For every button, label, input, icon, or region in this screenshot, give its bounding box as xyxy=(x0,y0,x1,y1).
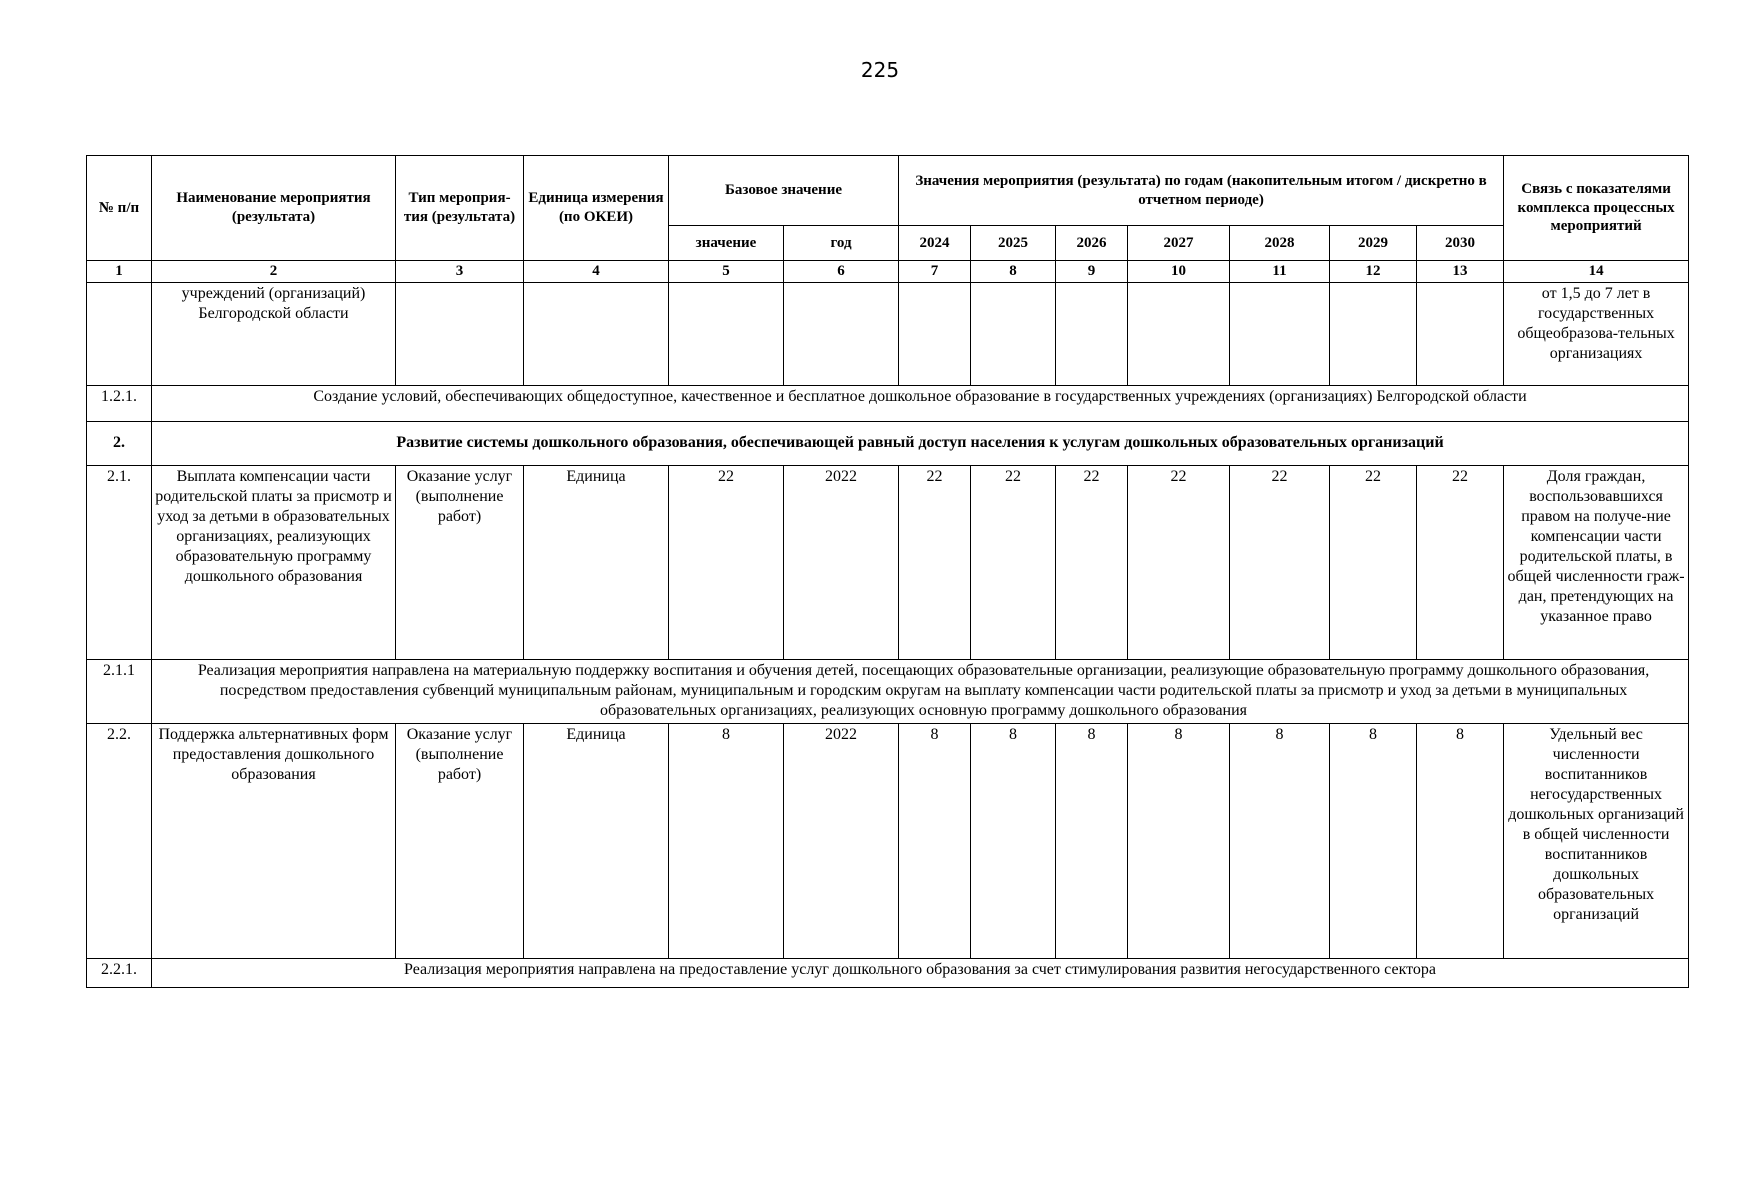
col-number: 10 xyxy=(1128,261,1230,283)
cell-no xyxy=(87,282,152,385)
cell-link: от 1,5 до 7 лет в государственных общеобразова-тельных организациях xyxy=(1504,282,1689,385)
cell-base-year xyxy=(784,282,899,385)
cell-name: учреждений (организаций) Белгородской области xyxy=(152,282,396,385)
col-number: 5 xyxy=(669,261,784,283)
cell-base-year: 2022 xyxy=(784,465,899,659)
header-base-value: значение xyxy=(669,226,784,261)
cell-description: Реализация мероприятия направлена на предоставление услуг дошкольного образования за счет стимулирования развития негосударственного сектора xyxy=(152,958,1689,987)
cell-value xyxy=(899,282,971,385)
cell-no: 1.2.1. xyxy=(87,385,152,421)
cell-value-2026: 8 xyxy=(1056,723,1128,958)
cell-unit: Единица xyxy=(524,723,669,958)
col-number: 11 xyxy=(1230,261,1330,283)
cell-name: Выплата компенсации части родительской платы за присмотр и уход за детьми в образовательных организациях, реализующих образовательную программу дошкольного образования xyxy=(152,465,396,659)
cell-value-2028: 8 xyxy=(1230,723,1330,958)
header-values-by-year: Значения мероприятия (результата) по годам (накопительным итогом / дискретно в отчетном периоде) xyxy=(899,156,1504,226)
cell-type: Оказание услуг (выполнение работ) xyxy=(396,723,524,958)
col-number: 3 xyxy=(396,261,524,283)
cell-description: Создание условий, обеспечивающих общедоступное, качественное и бесплатное дошкольное образование в государственных учреждениях (организациях) Белгородской области xyxy=(152,385,1689,421)
cell-link: Доля граждан, воспользовавшихся правом на получе-ние компенсации части родительской платы, в общей численности граж-дан, претендующих на указанное право xyxy=(1504,465,1689,659)
header-year-2025: 2025 xyxy=(971,226,1056,261)
cell-no: 2.2. xyxy=(87,723,152,958)
cell-name: Поддержка альтернативных форм предоставления дошкольного образования xyxy=(152,723,396,958)
header-year-2026: 2026 xyxy=(1056,226,1128,261)
header-unit: Единица измерения (по ОКЕИ) xyxy=(524,156,669,261)
cell-value-2024: 22 xyxy=(899,465,971,659)
cell-value-2028: 22 xyxy=(1230,465,1330,659)
cell-type xyxy=(396,282,524,385)
cell-value xyxy=(1230,282,1330,385)
cell-base-year: 2022 xyxy=(784,723,899,958)
col-number: 8 xyxy=(971,261,1056,283)
table-row-continuation xyxy=(87,282,1689,385)
header-no: № п/п xyxy=(87,156,152,261)
table-row-2-1 xyxy=(87,465,1689,659)
table-row-2-1-1 xyxy=(87,659,1689,723)
col-number: 4 xyxy=(524,261,669,283)
measures-table xyxy=(86,155,1689,988)
table-row-1-2-1 xyxy=(87,385,1689,421)
header-year-2030: 2030 xyxy=(1417,226,1504,261)
cell-no: 2.2.1. xyxy=(87,958,152,987)
cell-value-2030: 22 xyxy=(1417,465,1504,659)
cell-link: Удельный вес численности воспитанников негосударственных дошкольных организаций в общей численности воспитанников дошкольных образовательных организаций xyxy=(1504,723,1689,958)
cell-unit: Единица xyxy=(524,465,669,659)
col-number: 1 xyxy=(87,261,152,283)
cell-value xyxy=(1056,282,1128,385)
cell-value-2027: 22 xyxy=(1128,465,1230,659)
col-number: 12 xyxy=(1330,261,1417,283)
cell-base-value xyxy=(669,282,784,385)
cell-description: Реализация мероприятия направлена на материальную поддержку воспитания и обучения детей, посещающих образовательные организации, реализующие образовательную программу дошкольного образования, посредством предоставления субвенций муниципальным районам, муниципальным и городским округам на выплату компенсации части родительской платы за присмотр и уход за детьми в муниципальных образовательных организациях, реализующих основную программу дошкольного образования xyxy=(152,659,1689,723)
cell-unit xyxy=(524,282,669,385)
cell-value xyxy=(1128,282,1230,385)
header-year-2028: 2028 xyxy=(1230,226,1330,261)
table-row-2-2-1 xyxy=(87,958,1689,987)
col-number: 6 xyxy=(784,261,899,283)
col-number: 2 xyxy=(152,261,396,283)
cell-type: Оказание услуг (выполнение работ) xyxy=(396,465,524,659)
cell-value-2025: 22 xyxy=(971,465,1056,659)
col-number: 14 xyxy=(1504,261,1689,283)
cell-no: 2.1.1 xyxy=(87,659,152,723)
cell-section-title: Развитие системы дошкольного образования, обеспечивающей равный доступ населения к услугам дошкольных образовательных организаций xyxy=(152,421,1689,465)
header-link: Связь с показателями комплекса процессных мероприятий xyxy=(1504,156,1689,261)
cell-value-2027: 8 xyxy=(1128,723,1230,958)
cell-value-2030: 8 xyxy=(1417,723,1504,958)
column-numbers-row xyxy=(87,261,1689,283)
header-type: Тип мероприя-тия (результата) xyxy=(396,156,524,261)
cell-value-2025: 8 xyxy=(971,723,1056,958)
header-year-2024: 2024 xyxy=(899,226,971,261)
header-year-2029: 2029 xyxy=(1330,226,1417,261)
table-row-2 xyxy=(87,421,1689,465)
cell-no: 2. xyxy=(87,421,152,465)
header-base: Базовое значение xyxy=(669,156,899,226)
col-number: 9 xyxy=(1056,261,1128,283)
cell-base-value: 22 xyxy=(669,465,784,659)
cell-value-2029: 8 xyxy=(1330,723,1417,958)
cell-no: 2.1. xyxy=(87,465,152,659)
cell-value-2024: 8 xyxy=(899,723,971,958)
cell-base-value: 8 xyxy=(669,723,784,958)
page-number: 225 xyxy=(860,58,900,82)
cell-value-2029: 22 xyxy=(1330,465,1417,659)
header-name: Наименование мероприятия (результата) xyxy=(152,156,396,261)
header-year-2027: 2027 xyxy=(1128,226,1230,261)
cell-value xyxy=(971,282,1056,385)
cell-value-2026: 22 xyxy=(1056,465,1128,659)
cell-value xyxy=(1330,282,1417,385)
header-base-year: год xyxy=(784,226,899,261)
header-row xyxy=(87,156,1689,226)
col-number: 13 xyxy=(1417,261,1504,283)
cell-value xyxy=(1417,282,1504,385)
col-number: 7 xyxy=(899,261,971,283)
table-row-2-2 xyxy=(87,723,1689,958)
